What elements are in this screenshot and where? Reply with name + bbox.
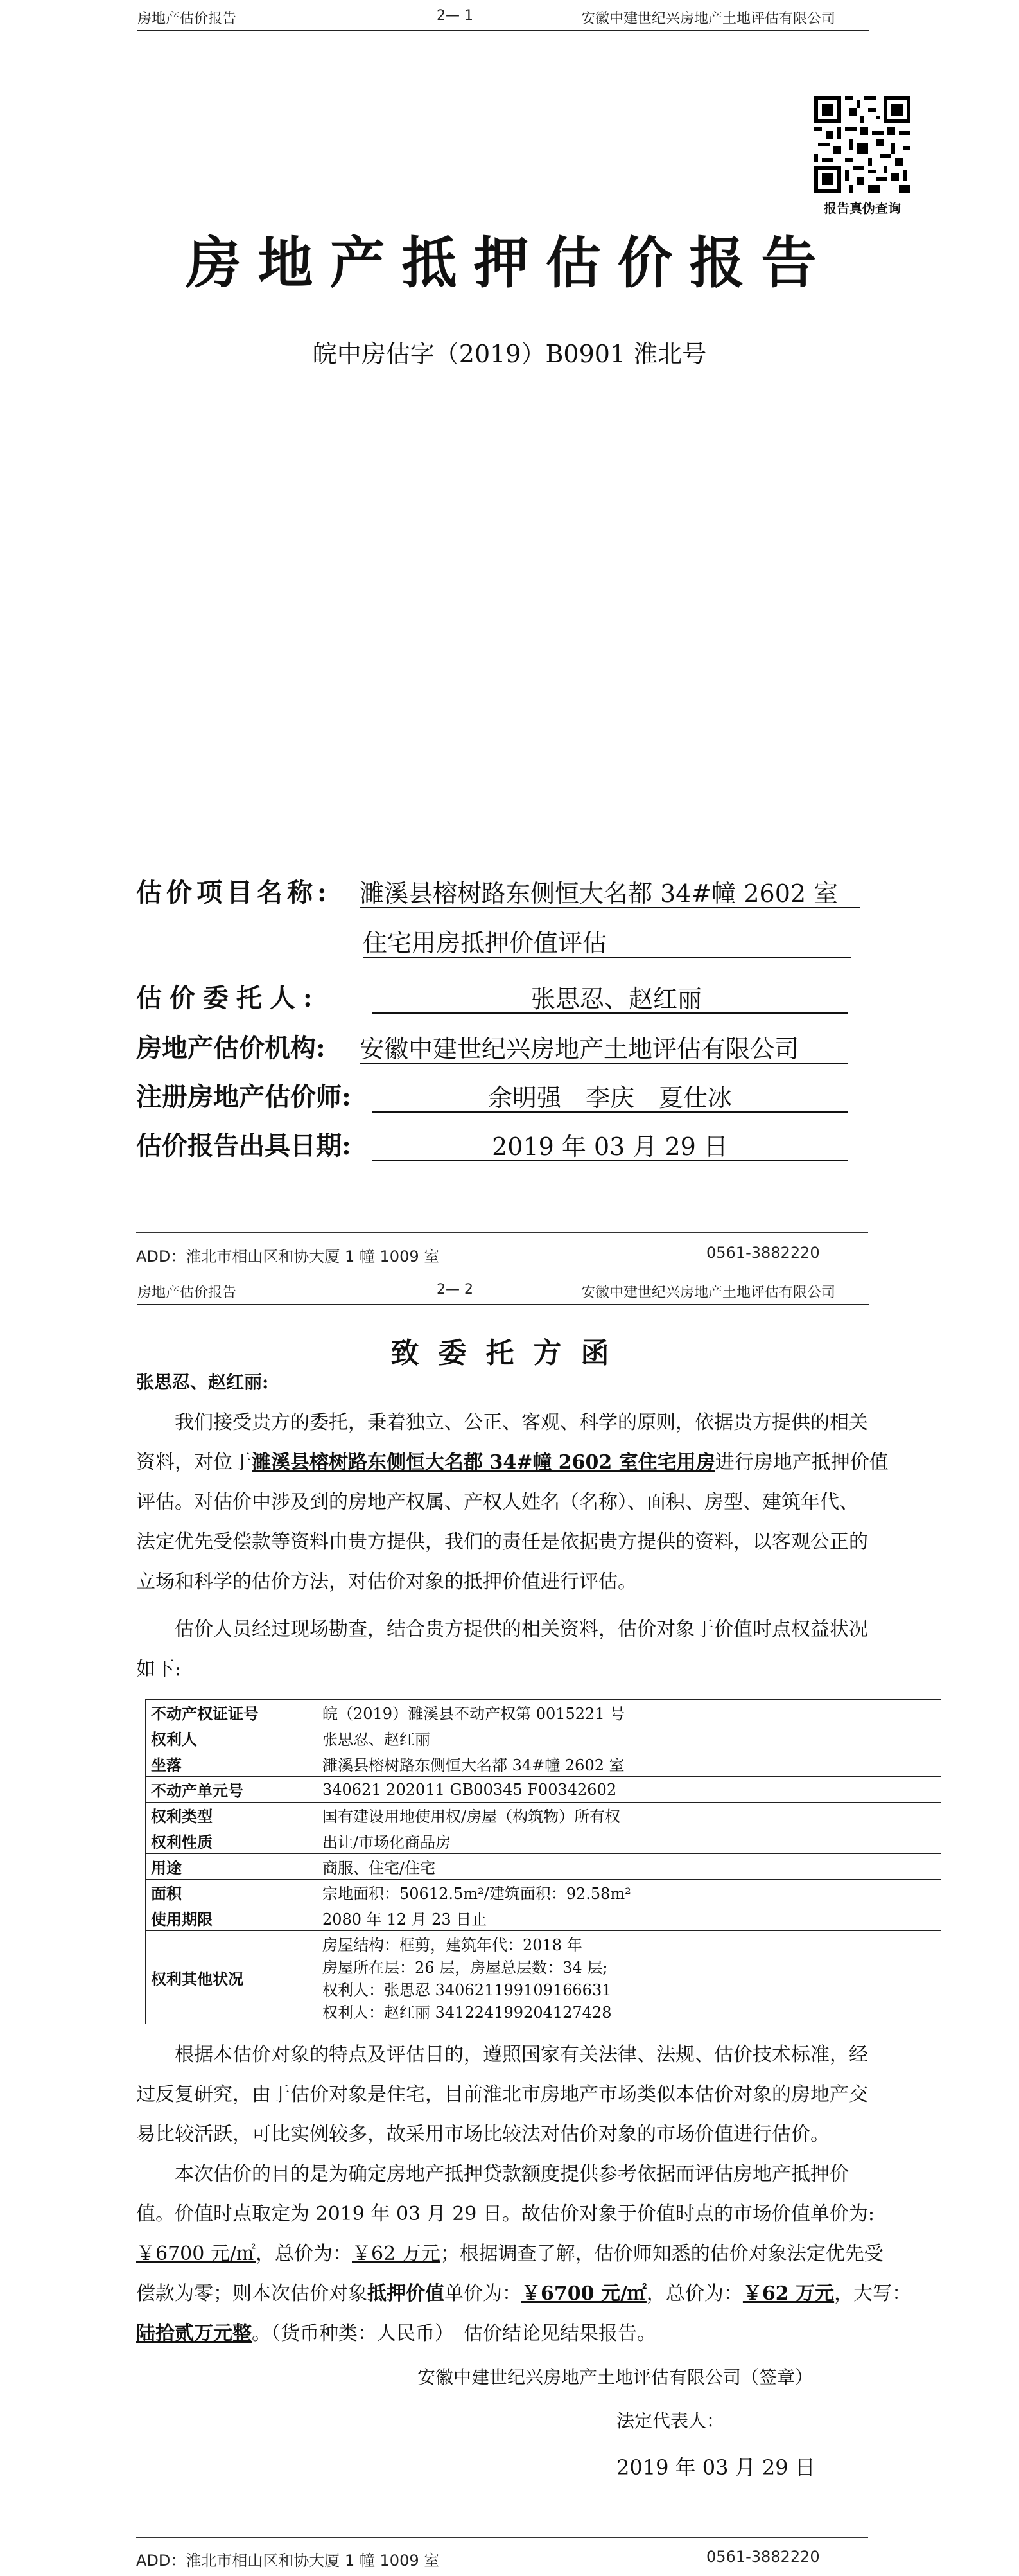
appraiser-label: 注册房地产估价师: (136, 1082, 351, 1112)
table-row (146, 1905, 941, 1931)
salutation: 张思忍、赵红丽: (136, 1372, 269, 1393)
mortgage-value-emphasis: 抵押价值 (367, 2282, 444, 2305)
table-value-cell (317, 1700, 941, 1725)
issue-date-value: 2019 年 03 月 29 日 (492, 1133, 728, 1161)
letter-title: 致委托方函 (390, 1337, 629, 1370)
unit-price-mortgage: ￥6700 元/㎡ (521, 2282, 647, 2305)
header-left: 房地产估价报告 (137, 1285, 237, 1301)
property-rights-table (145, 1699, 941, 2024)
text-span: 资料，对位于 (136, 1451, 252, 1474)
table-row (146, 1751, 941, 1777)
table-value-cell (317, 1854, 941, 1880)
paragraph-4-line (136, 2314, 919, 2354)
paragraph-4 (136, 2155, 919, 2354)
project-name-value-line1: 濉溪县榕树路东侧恒大名都 34#幢 2602 室 (360, 879, 839, 908)
table-row (146, 1854, 941, 1880)
table-value-line: 权利人：张思忍 340621199109166631 (322, 1981, 612, 1999)
paragraph-4-line: 本次估价的目的是为确定房地产抵押贷款额度提供参考依据而评估房地产抵押价 (175, 2163, 849, 2185)
table-row (146, 1725, 941, 1751)
table-value-cell (317, 1905, 941, 1931)
text-span: ；根据调查了解，估价师知悉的估价对象法定优先受 (440, 2243, 884, 2265)
paragraph-3-line: 根据本估价对象的特点及评估目的，遵照国家有关法律、法规、估价技术标准，经 (175, 2043, 868, 2066)
paragraph-3-line: 过反复研究，由于估价对象是住宅，目前淮北市房地产市场类似本估价对象的房地产交 (136, 2083, 868, 2106)
footer-phone: 0561-3882220 (706, 2548, 820, 2566)
report-title: 房地产抵押估价报告 (186, 231, 833, 296)
total-price-market: ￥62 万元 (352, 2243, 440, 2265)
table-value-line: 340621 202011 GB00345 F00342602 (322, 1780, 617, 1799)
legal-representative: 法定代表人： (616, 2410, 725, 2431)
table-value-line: 出让/市场化商品房 (322, 1833, 451, 1851)
table-value-line: 房屋所在层：26 层，房屋总层数：34 层; (322, 1959, 608, 1977)
appraiser-value: 余明强 李庆 夏仕冰 (487, 1084, 732, 1112)
paragraph-1-line: 评估。对估价中涉及到的房地产权属、产权人姓名（名称）、面积、房型、建筑年代、 (136, 1491, 858, 1513)
table-key-cell: 使用期限 (146, 1905, 317, 1931)
table-value-cell (317, 1828, 941, 1854)
footer-rule (136, 2537, 868, 2538)
total-price-mortgage: ￥62 万元 (742, 2282, 835, 2305)
table-row (146, 1700, 941, 1725)
table-row (146, 1880, 941, 1905)
header-page-number: 2— 1 (437, 8, 473, 24)
text-span: 偿款为零；则本次估价对象 (136, 2282, 367, 2305)
paragraph-2-line: 如下: (136, 1658, 182, 1681)
footer-phone: 0561-3882220 (706, 1244, 820, 1262)
paragraph-1 (136, 1403, 919, 1602)
paragraph-3 (136, 2035, 919, 2155)
table-key-cell: 权利类型 (146, 1803, 317, 1828)
table-value-cell (317, 1751, 941, 1777)
table-key-cell: 权利人 (146, 1725, 317, 1751)
table-value-line: 濉溪县榕树路东侧恒大名都 34#幢 2602 室 (322, 1756, 625, 1774)
project-name-underline-1 (360, 907, 860, 908)
qr-caption: 报告真伪查询 (824, 200, 901, 216)
table-row (146, 1828, 941, 1854)
header-left: 房地产估价报告 (137, 11, 237, 27)
table-value-cell (317, 1803, 941, 1828)
project-name-underline-2 (363, 957, 851, 958)
client-value: 张思忍、赵红丽 (530, 985, 702, 1013)
header-rule (137, 30, 869, 31)
table-value-line: 宗地面积：50612.5m²/建筑面积：92.58m² (322, 1885, 631, 1903)
table-key-cell: 坐落 (146, 1751, 317, 1777)
document-number: 皖中房估字（2019）B0901 淮北号 (312, 340, 707, 368)
paragraph-1-line (136, 1443, 919, 1483)
client-underline (372, 1012, 848, 1014)
text-span: ，大写： (834, 2282, 912, 2305)
table-value-line: 房屋结构：框剪，建筑年代：2018 年 (322, 1936, 582, 1954)
table-value-cell (317, 1880, 941, 1905)
table-value-cell (317, 1931, 941, 2024)
unit-price-market: ￥6700 元/㎡ (136, 2243, 256, 2265)
paragraph-4-line: 值。价值时点取定为 2019 年 03 月 29 日。故估价对象于价值时点的市场价值单价为: (136, 2203, 875, 2225)
agency-value: 安徽中建世纪兴房地产土地评估有限公司 (360, 1035, 799, 1063)
sign-date: 2019 年 03 月 29 日 (616, 2455, 815, 2480)
table-value-line: 国有建设用地使用权/房屋（构筑物）所有权 (322, 1808, 621, 1826)
paragraph-4-line (136, 2274, 919, 2314)
project-name-value-line2: 住宅用房抵押价值评估 (363, 929, 607, 957)
footer-address: ADD：淮北市相山区和协大厦 1 幢 1009 室 (136, 2552, 440, 2570)
agency-underline (360, 1063, 848, 1064)
table-value-line: 权利人：赵红丽 341224199204127428 (322, 2004, 612, 2022)
text-span: 单价为： (444, 2282, 521, 2305)
table-key-cell: 不动产单元号 (146, 1777, 317, 1803)
issue-date-label: 估价报告出具日期: (136, 1131, 351, 1161)
paragraph-1-line: 法定优先受偿款等资料由贵方提供，我们的责任是依据贵方提供的资料，以客观公正的 (136, 1531, 868, 1553)
paragraph-3-line: 易比较活跃，可比实例较多，故采用市场比较法对估价对象的市场价值进行估价。 (136, 2123, 830, 2146)
paragraph-2-line: 估价人员经过现场勘查，结合贵方提供的相关资料，估价对象于价值时点权益状况 (175, 1618, 868, 1641)
header-rule (137, 1304, 869, 1305)
table-key-cell: 面积 (146, 1880, 317, 1905)
paragraph-1-line: 立场和科学的估价方法，对估价对象的抵押价值进行评估。 (136, 1571, 637, 1593)
client-label: 估价委托人: (136, 983, 320, 1013)
table-value-line: 皖（2019）濉溪县不动产权第 0015221 号 (322, 1705, 625, 1723)
table-row (146, 1777, 941, 1803)
footer-address: ADD：淮北市相山区和协大厦 1 幢 1009 室 (136, 1248, 440, 1266)
table-key-cell: 权利性质 (146, 1828, 317, 1854)
appraiser-underline (372, 1111, 848, 1113)
table-key-cell: 不动产权证证号 (146, 1700, 317, 1725)
agency-label: 房地产估价机构: (136, 1033, 326, 1063)
amount-in-words: 陆拾贰万元整 (136, 2322, 252, 2345)
header-right: 安徽中建世纪兴房地产土地评估有限公司 (581, 11, 836, 27)
header-right: 安徽中建世纪兴房地产土地评估有限公司 (581, 1285, 836, 1301)
qr-code-icon[interactable] (814, 96, 910, 193)
footer-rule (136, 1232, 868, 1233)
table-value-cell (317, 1725, 941, 1751)
table-key-cell: 用途 (146, 1854, 317, 1880)
table-value-line: 2080 年 12 月 23 日止 (322, 1910, 487, 1928)
text-span: 。（货币种类：人民币） 估价结论见结果报告。 (252, 2322, 656, 2345)
paragraph-1-line: 我们接受贵方的委托，秉着独立、公正、客观、科学的原则，依据贵方提供的相关 (175, 1411, 868, 1434)
project-name-label: 估价项目名称: (136, 878, 331, 908)
text-span: ，总价为： (646, 2282, 743, 2305)
paragraph-4-line (136, 2234, 919, 2274)
table-key-cell: 权利其他状况 (146, 1931, 317, 2024)
table-value-cell (317, 1777, 941, 1803)
table-row (146, 1931, 941, 2024)
table-row (146, 1803, 941, 1828)
paragraph-2 (136, 1610, 919, 1689)
table-value-line: 商服、住宅/住宅 (322, 1859, 436, 1877)
issue-date-underline (372, 1160, 848, 1161)
text-span: 进行房地产抵押价值 (715, 1451, 889, 1474)
header-page-number: 2— 2 (437, 1282, 473, 1298)
property-address-emphasis: 濉溪县榕树路东侧恒大名都 34#幢 2602 室住宅用房 (252, 1451, 715, 1474)
company-seal-line: 安徽中建世纪兴房地产土地评估有限公司（签章） (417, 2367, 814, 2388)
text-span: ，总价为： (256, 2243, 352, 2265)
table-value-line: 张思忍、赵红丽 (322, 1731, 430, 1749)
